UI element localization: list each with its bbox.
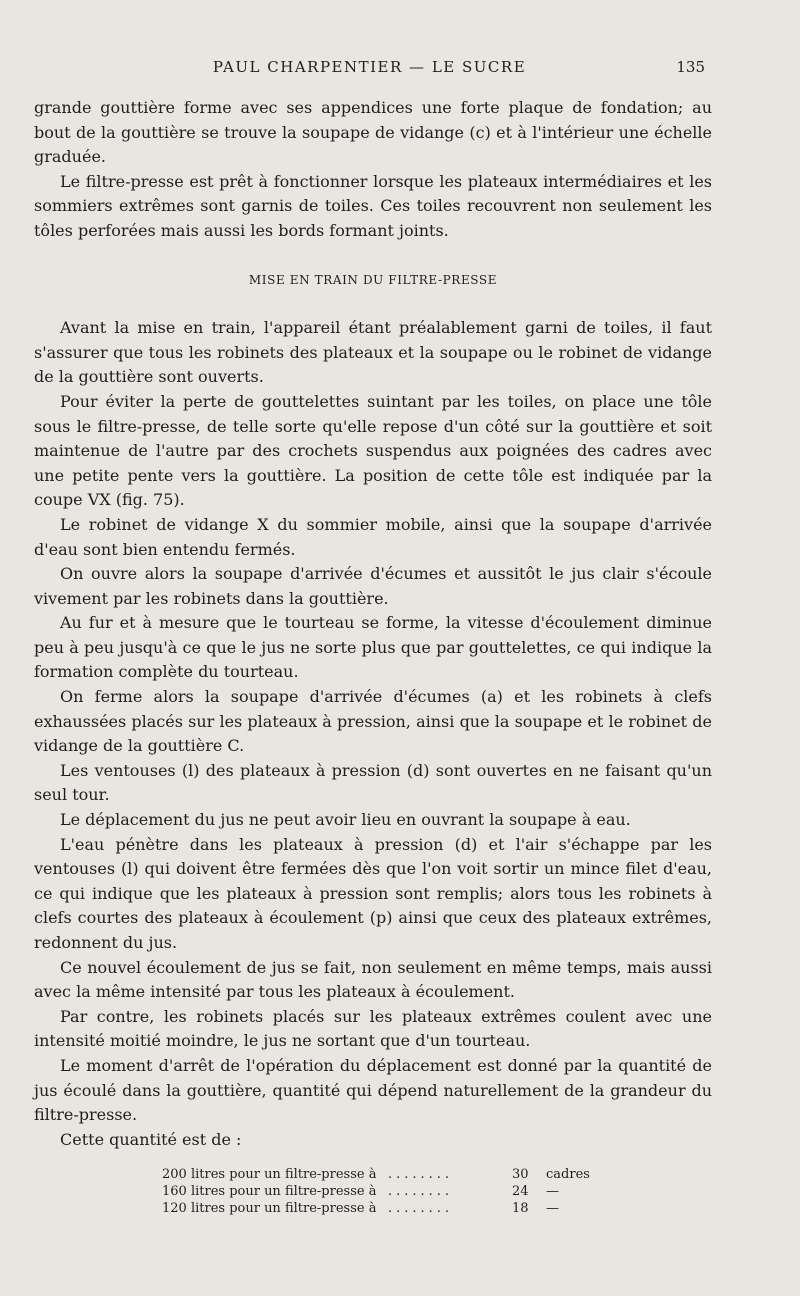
table-row [162,1183,712,1200]
leader-dots: ........ [388,1201,454,1217]
paragraph: Avant la mise en train, l'appareil étant préalablement garni de toiles, il faut s'assurer que tous les robinets des plateaux et la soupape ou le robinet de vidange de la gouttière sont ouverts. [34,318,712,387]
paragraph: Ce nouvel écoulement de jus se fait, non seulement en même temps, mais aussi avec la même intensité par tous les plateaux à écoulement. [34,957,712,1002]
paragraph: Pour éviter la perte de gouttelettes suintant par les toiles, on place une tôle sous le filtre-presse, de telle sorte qu'elle repose d'un côté sur la gouttière et soit maintenue de l'autre par des crochets suspendus aux poignées des cadres avec une petite pente vers la gouttière. La position de cette tôle est indiquée par la coupe VX (fig. 75). [34,391,712,510]
table-row [162,1166,712,1183]
paragraph: Le déplacement du jus ne peut avoir lieu en ouvrant la soupape à eau. [60,810,631,830]
paragraph: Le filtre-presse est prêt à fonctionner lorsque les plateaux intermédiaires et les sommiers extrêmes sont garnis de toiles. Ces toiles recouvrent non seulement les tôles perforées mais aussi les bords formant joints. [34,171,712,240]
paragraph: Le robinet de vidange X du sommier mobile, ainsi que la soupape d'arrivée d'eau sont bien entendu fermés. [34,514,712,559]
row-description: 160 litres pour un filtre-presse à [162,1184,377,1200]
paragraph: Par contre, les robinets placés sur les plateaux extrêmes coulent avec une intensité moitié moindre, le jus ne sortant que d'un tourteau. [34,1006,712,1051]
row-value: 18 [512,1201,529,1217]
row-unit: cadres [546,1167,590,1183]
row-description: 120 litres pour un filtre-presse à [162,1201,377,1217]
paragraph: grande gouttière forme avec ses appendices une forte plaque de fondation; au bout de la gouttière se trouve la soupape de vidange (c) et à l'intérieur une échelle graduée. [34,98,712,167]
row-unit: — [546,1201,559,1217]
paragraph: Le moment d'arrêt de l'opération du déplacement est donné par la quantité de jus écoulé dans la gouttière, quantité qui dépend naturellement de la grandeur du filtre-presse. [34,1055,712,1125]
paragraph: L'eau pénètre dans les plateaux à pression (d) et l'air s'échappe par les ventouses (l) qui doivent être fermées dès que l'on voit sortir un mince filet d'eau, ce qui indique que les plateaux à pression sont remplis; alors tous les robinets à clefs courtes des plateaux à écoulement (p) ainsi que ceux des plateaux extrêmes, redonnent du jus. [34,834,712,952]
paragraph: Cette quantité est de : [60,1129,242,1149]
page-body [34,96,712,1217]
running-title: PAUL CHARPENTIER — LE SUCRE [212,58,527,76]
section-title: MISE EN TRAIN DU FILTRE-PRESSE [248,272,498,287]
page-number: 135 [676,58,705,76]
row-value: 24 [512,1184,529,1200]
paragraph: Les ventouses (l) des plateaux à pression (d) sont ouvertes en ne faisant qu'un seul tour. [34,760,712,805]
table-row [162,1200,712,1217]
paragraph: On ferme alors la soupape d'arrivée d'écumes (a) et les robinets à clefs exhaussées placés sur les plateaux à pression, ainsi que la soupape et le robinet de vidange de la gouttière C. [34,687,712,756]
paragraph: Au fur et à mesure que le tourteau se forme, la vitesse d'écoulement diminue peu à peu jusqu'à ce que le jus ne sorte plus que par gouttelettes, ce qui indique la formation complète du tourteau. [34,613,712,682]
paragraph: On ouvre alors la soupape d'arrivée d'écumes et aussitôt le jus clair s'écoule vivement par les robinets dans la gouttière. [34,564,712,608]
quantity-table [162,1166,712,1217]
row-description: 200 litres pour un filtre-presse à [162,1167,377,1183]
page-header [34,58,705,82]
row-unit: — [546,1184,559,1200]
leader-dots: ........ [388,1167,454,1183]
row-value: 30 [512,1167,529,1183]
leader-dots: ........ [388,1184,454,1200]
